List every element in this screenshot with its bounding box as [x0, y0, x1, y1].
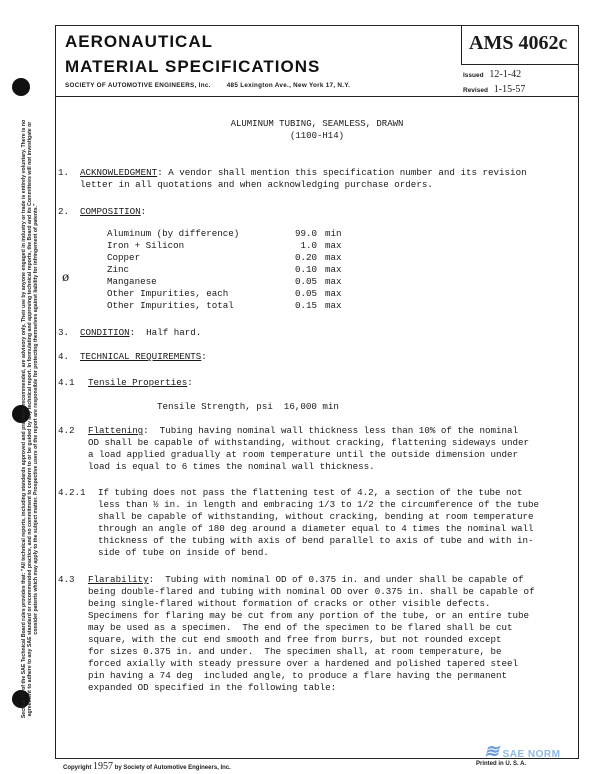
section-4-3-line6: square, with the cut end smooth and free from burrs, but not rounded except [88, 634, 502, 645]
section-4-3-line10: expanded OD specified in the following table: [88, 682, 337, 693]
section-4-1-number: 4.1 [58, 377, 75, 388]
copyright-year: 1957 [93, 761, 114, 772]
section-2-colon: : [140, 206, 147, 217]
revised-label: Revised [463, 87, 488, 94]
element-name: Copper [107, 252, 141, 263]
change-mark: ø [62, 270, 70, 284]
element-value: 0.20 [294, 252, 317, 263]
section-3-line [80, 327, 201, 339]
section-3-text: : Half hard. [129, 327, 202, 338]
issued-row [463, 68, 525, 83]
footer-copyright [63, 761, 231, 772]
revised-date: 1-15-57 [493, 84, 526, 95]
section-4-heading: TECHNICAL REQUIREMENTS [80, 351, 202, 362]
section-4-2-1-line5: thickness of the tubing with axis of bend parallel to axis of tube and with in- [98, 535, 534, 546]
section-4-3-line8: forced axially with steady pressure over a hardened and polished tapered steel [88, 658, 519, 669]
element-name: Other Impurities, total [107, 300, 234, 311]
section-1-number: 1. [58, 167, 70, 178]
society-address: 485 Lexington Ave., New York 17, N.Y. [226, 82, 351, 89]
section-4-2-text1: : Tubing having nominal wall thickness less than 10% of the nominal [143, 425, 519, 436]
element-value: 0.15 [294, 300, 317, 311]
element-limit: max [325, 300, 342, 311]
composition-row [107, 276, 342, 288]
element-name: Manganese [107, 276, 157, 287]
element-value: 99.0 [294, 228, 317, 239]
section-4-3-line9: pin having a 74 deg included angle, to produce a flare having the permanent [88, 670, 508, 681]
composition-row [107, 252, 342, 264]
composition-row [107, 300, 342, 312]
composition-row [107, 240, 342, 252]
section-4-colon: : [201, 351, 207, 362]
sae-disclaimer-vertical: Section 7C of the SAE Technical Board rules provides that: "All technical reports, including standards approved and practices recommended, are advisory only. Their use by anyone engaged in industry or trade is entirely voluntary. There is no agreement to adhere to any SAE standard or recommended practice, and no commitment to conform to or be guided by any technical report. In formulating and approving technical reports, the Board and its Committees will not investigate or consider patents which may apply to the subject matter. Prospective users of the report are responsible for protecting themselves against liability for infringement of patents." [21, 119, 39, 719]
section-4-1-heading: Tensile Properties [88, 377, 188, 388]
section-4-heading-line [80, 351, 207, 363]
footer-printed: Printed in U. S. A. [476, 761, 527, 767]
composition-row [107, 288, 342, 300]
society-line [65, 82, 364, 89]
section-4-number: 4. [58, 351, 70, 362]
sae-logo-icon: ≋ [484, 741, 500, 761]
section-4-2-line1 [88, 425, 518, 437]
element-value: 0.10 [294, 264, 317, 275]
section-4-2-1-number: 4.2.1 [58, 487, 86, 498]
section-4-3-line4: Specimens for flaring may be cut from any portion of the tube, or an entire tube [88, 610, 530, 621]
section-4-1-colon: : [187, 377, 193, 388]
section-4-2-number: 4.2 [58, 425, 75, 436]
section-4-3-heading: Flarability [88, 574, 149, 585]
header-divider [56, 96, 578, 97]
section-4-2-1-line6: side of tube on inside of bend. [98, 547, 269, 558]
section-1-line1 [80, 167, 527, 179]
issued-date: 12-1-42 [489, 69, 522, 80]
punch-hole-top [12, 78, 30, 96]
tensile-strength: Tensile Strength, psi 16,000 min [157, 401, 339, 412]
issue-dates [463, 68, 525, 98]
element-value: 0.05 [294, 288, 317, 299]
element-limit: max [325, 252, 342, 263]
element-name: Aluminum (by difference) [107, 228, 240, 239]
section-4-1-heading-line [88, 377, 193, 389]
element-value: 0.05 [294, 276, 317, 287]
composition-row [107, 264, 342, 276]
issued-label: Issued [463, 72, 484, 79]
section-2-heading-line [80, 206, 146, 218]
ams-number-box [461, 26, 579, 65]
copyright-holder: by Society of Automotive Engineers, Inc. [114, 765, 231, 771]
element-name: Other Impurities, each [107, 288, 229, 299]
section-4-3-line3: being single-flared without formation of cracks or other visible defects. [88, 598, 491, 609]
section-2-number: 2. [58, 206, 70, 217]
element-limit: min [325, 228, 342, 239]
section-2-heading: COMPOSITION [80, 206, 141, 217]
watermark [484, 741, 561, 762]
section-4-3-line5: may be used as a specimen. The end of the specimen to be flared shall be cut [88, 622, 513, 633]
element-name: Zinc [107, 264, 130, 275]
section-4-2-line2: OD shall be capable of withstanding, without cracking, flattening sideways under [88, 437, 530, 448]
section-4-3-number: 4.3 [58, 574, 75, 585]
section-1-text1: : A vendor shall mention this specification number and its revision [157, 167, 527, 178]
society-name: SOCIETY OF AUTOMOTIVE ENGINEERS, Inc. [65, 82, 211, 89]
watermark-text: SAE NORM [502, 749, 561, 760]
section-4-2-1-line3: shall be capable of withstanding, without cracking, bending at room temperature [98, 511, 534, 522]
ams-number: AMS 4062c [469, 32, 568, 54]
element-name: Iron + Silicon [107, 240, 185, 251]
element-limit: max [325, 264, 342, 275]
element-limit: max [325, 240, 342, 251]
section-1-line2: letter in all quotations and when acknowledging purchase orders. [80, 179, 433, 190]
element-limit: max [325, 288, 342, 299]
document-title [56, 118, 578, 142]
section-4-2-1-line1: If tubing does not pass the flattening test of 4.2, a section of the tube not [98, 487, 523, 498]
section-3-number: 3. [58, 327, 70, 338]
copyright-label: Copyright [63, 765, 92, 771]
section-4-3-line2: being double-flared and tubing with nominal OD over 0.375 in. shall be capable of [88, 586, 535, 597]
section-4-2-line4: load is equal to 6 times the nominal wall thickness. [88, 461, 375, 472]
document-title-line2: (1100-H14) [289, 131, 344, 141]
title-aeronautical: AERONAUTICAL [65, 32, 213, 51]
section-4-3-text1: : Tubing with nominal OD of 0.375 in. and under shall be capable of [148, 574, 524, 585]
section-4-3-line7: for sizes 0.375 in. and under. The specimen shall, at room temperature, be [88, 646, 502, 657]
title-material-specifications: MATERIAL SPECIFICATIONS [65, 57, 321, 76]
document-title-line1: ALUMINUM TUBING, SEAMLESS, DRAWN [230, 119, 404, 129]
section-1-heading: ACKNOWLEDGMENT [80, 167, 158, 178]
section-4-2-line3: a load applied gradually at room temperature until the outside dimension under [88, 449, 519, 460]
section-4-2-1-line4: through an angle of 180 deg around a diameter equal to 4 times the nominal wall [98, 523, 534, 534]
section-4-3-line1 [88, 574, 524, 586]
composition-row [107, 228, 342, 240]
element-value: 1.0 [300, 240, 317, 251]
section-4-2-1-line2: less than ½ in. in length and embracing 1/3 to 1/2 the circumference of the tube [98, 499, 540, 510]
section-3-heading: CONDITION [80, 327, 130, 338]
section-4-2-heading: Flattening [88, 425, 144, 436]
element-limit: max [325, 276, 342, 287]
